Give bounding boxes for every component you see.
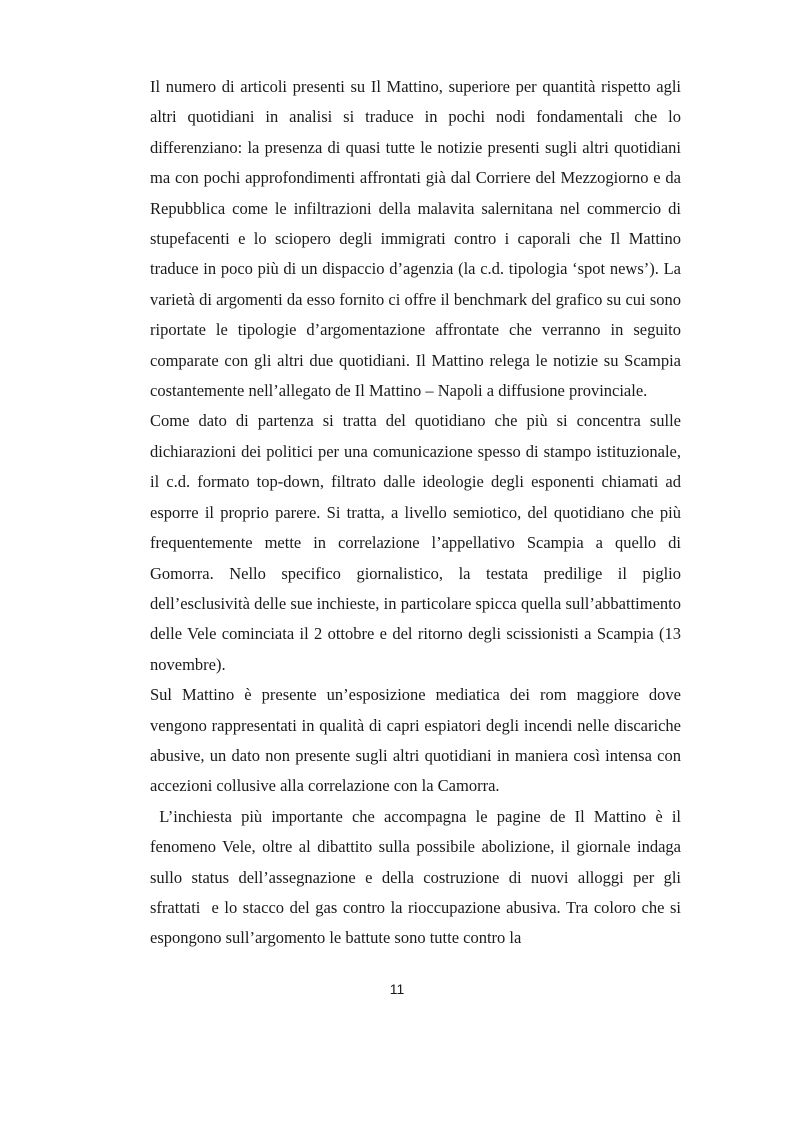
paragraph-2: Come dato di partenza si tratta del quotidiano che più si concentra sulle dichiarazioni dei politici per una comunicazione spesso di stampo istituzionale, il c.d. formato top-down, filtrato dalle ideologie degli esponenti chiamati ad esporre il proprio parere. Si tratta, a livello semiotico, del quotidiano che più frequentemente mette in correlazione l’appellativo Scampia a quello di Gomorra. Nello specifico giornalistico, la testata predilige il piglio dell’esclusività delle sue inchieste, in particolare spicca quella sull’abbattimento delle Vele cominciata il 2 ottobre e del ritorno degli scissionisti a Scampia (13 novembre).: [150, 411, 686, 674]
paragraph-1: Il numero di articoli presenti su Il Mattino, superiore per quantità rispetto agli altri quotidiani in analisi si traduce in pochi nodi fondamentali che lo differenziano: la presenza di quasi tutte le notizie presenti sugli altri quotidiani ma con pochi approfondimenti affrontati già dal Corriere del Mezzogiorno e da Repubblica come le infiltrazioni della malavita salernitana nel commercio di stupefacenti e lo sciopero degli immigrati contro i caporali che Il Mattino traduce in poco più di un dispaccio d’agenzia (la c.d. tipologia ‘spot news’). La varietà di argomenti da esso fornito ci offre il benchmark del grafico su cui sono riportate le tipologie d’argomentazione affrontate che verranno in seguito comparate con gli altri due quotidiani. Il Mattino relega le notizie su Scampia costantemente nell’allegato de Il Mattino – Napoli a diffusione provinciale.: [150, 77, 686, 401]
paragraph-4: L’inchiesta più importante che accompagna le pagine de Il Mattino è il fenomeno Vele, oltre al dibattito sulla possibile abolizione, il giornale indaga sullo status dell’assegnazione e della costruzione di nuovi alloggi per gli sfrattati e lo stacco del gas contro la rioccupazione abusiva. Tra coloro che si espongono sull’argomento le battute sono tutte contro la: [150, 806, 686, 948]
body-text: [150, 72, 686, 954]
paragraph-3: Sul Mattino è presente un’esposizione mediatica dei rom maggiore dove vengono rappresentati in qualità di capri espiatori degli incendi nelle discariche abusive, un dato non presente sugli altri quotidiani in maniera così intensa con accezioni collusive alla correlazione con la Camorra.: [150, 685, 686, 796]
page-number: 11: [389, 981, 405, 997]
